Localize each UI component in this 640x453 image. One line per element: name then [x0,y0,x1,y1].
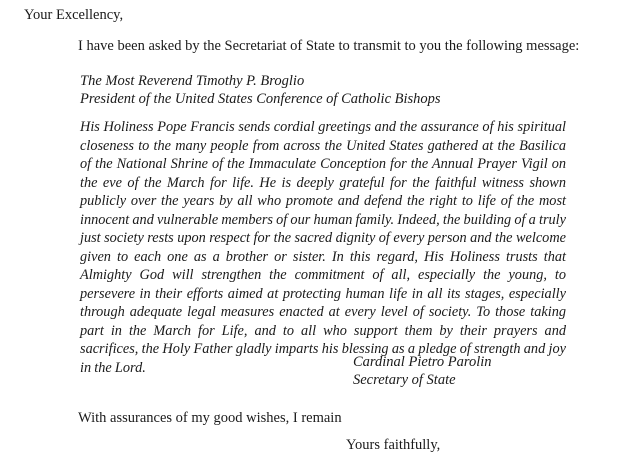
addressee-block [80,73,441,108]
sender-name: Cardinal Pietro Parolin [353,354,492,370]
sender-block [353,353,492,389]
closing-line: With assurances of my good wishes, I remain [78,410,342,426]
signoff: Yours faithfully, [346,437,441,453]
addressee-name: The Most Reverend Timothy P. Broglio [80,73,305,89]
salutation: Your Excellency, [24,7,124,23]
addressee-title: President of the United States Conference of Catholic Bishops [80,90,441,107]
papal-message: His Holiness Pope Francis sends cordial greetings and the assurance of his spiritual closeness to the many people from across the United States gathered at the Basilica of the National Shrine of the Immaculate Conception for the Annual Prayer Vigil on the eve of the March for life. He is deeply grateful for the faithful witness shown publicly over the years by all who promote and defend the right to life of the most innocent and vulnerable members of our human family. Indeed, the building of a truly just society rests upon respect for the sacred dignity of every person and the welcome given to each one as a brother or sister. In this regard, His Holiness trusts that Almighty God will strengthen the commitment of all, especially the young, to persevere in their efforts aimed at protecting human life in all its stages, especially through adequate legal measures enacted at every level of society. To those taking part in the March for Life, and to all who support them by their prayers and sacrifices, the Holy Father gladly imparts his blessing as a pledge of strength and joy in the Lord. [80,119,566,376]
sender-title: Secretary of State [353,372,456,388]
intro-paragraph: I have been asked by the Secretariat of State to transmit to you the following message: [78,38,580,54]
